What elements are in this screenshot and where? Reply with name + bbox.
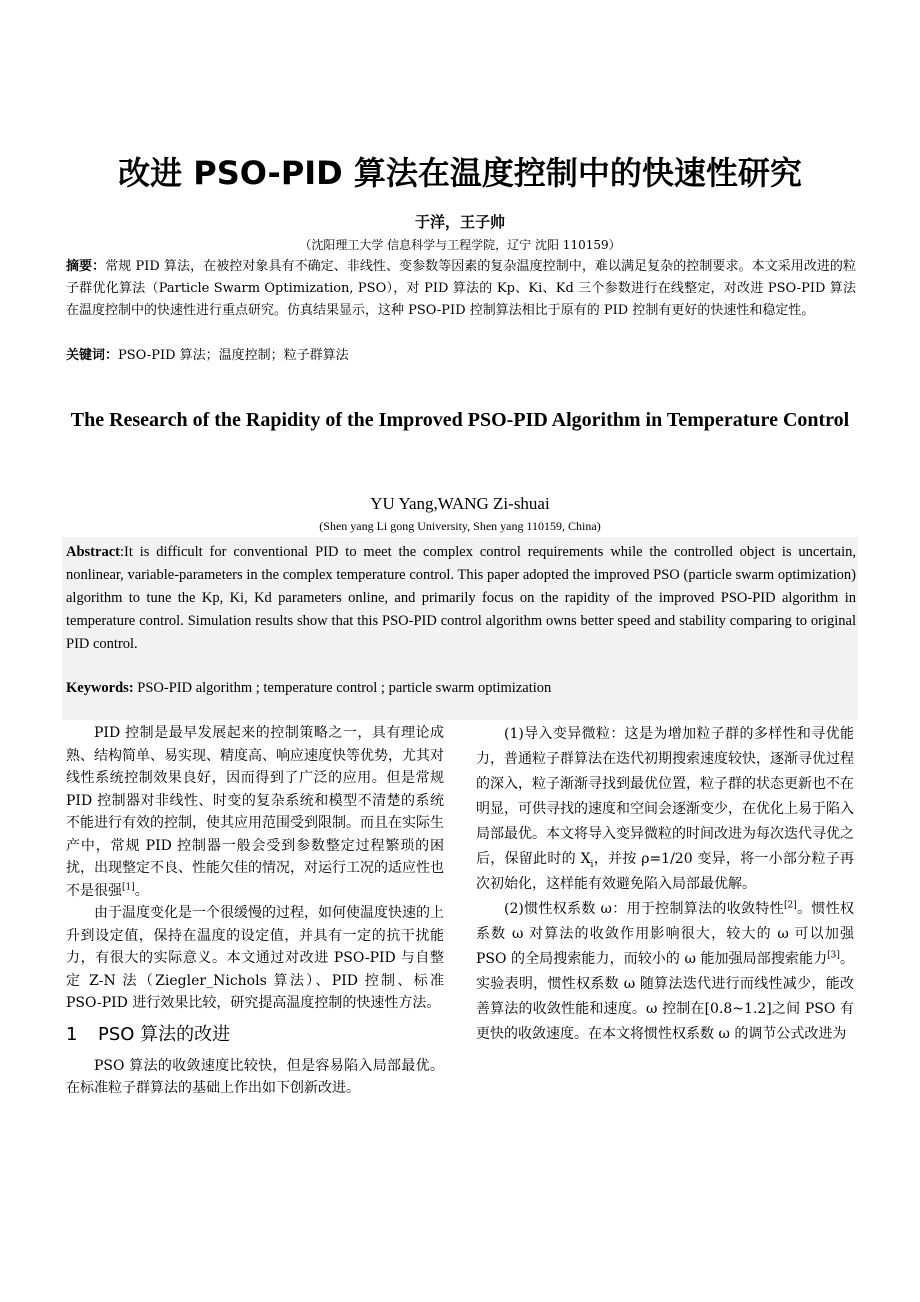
- citation-3: [3]: [827, 950, 840, 961]
- chinese-abstract-label: 摘要：: [66, 259, 106, 274]
- right-column: [476, 722, 854, 1047]
- english-keywords: [66, 677, 856, 700]
- subscript-i: i: [590, 859, 594, 870]
- english-abstract-text: :It is difficult for conventional PID to meet the complex control requirements while the controlled object is uncertain, nonlinear, variable-parameters in the complex temperature control. This paper adopted the improved PSO (particle swarm optimization) algorithm to tune the Kp, Ki, Kd parameters online, and primarily focus on the rapidity of the improved PSO-PID algorithm in temperature control. Simulation results show that this PSO-PID control algorithm owns better speed and stability comparing to original PID control.: [66, 544, 856, 652]
- citation-1: [1]: [122, 881, 135, 892]
- paragraph-intro-end: 。: [134, 882, 149, 899]
- english-authors: YU Yang,WANG Zi-shuai: [370, 494, 550, 513]
- chinese-keywords-label: 关键词：: [66, 348, 119, 363]
- citation-2: [2]: [784, 900, 797, 911]
- paragraph-mutation-end: ，并按 ρ=1/20 变异，将一小部分粒子再次初始化，这样能有效避免陷入局部最优解。: [476, 851, 854, 892]
- paragraph-inertia-middle: 。惯性权系数 ω 对算法的收敛作用影响很大，较大的 ω 可以加强 PSO 的全局搜索能力，而较小的 ω 能加强局部搜索能力: [476, 901, 855, 967]
- left-column: [66, 722, 444, 1100]
- chinese-keywords-text: PSO-PID 算法；温度控制；粒子群算法: [118, 348, 349, 363]
- paragraph-inertia: [476, 897, 854, 1047]
- paragraph-inertia-text: (2)惯性权系数 ω：用于控制算法的收敛特性: [504, 901, 784, 917]
- paragraph-temperature: 由于温度变化是一个很缓慢的过程，如何使温度快速的上升到设定值，保持在温度的设定值，并具有一定的抗干扰能力，有很大的实际意义。本文通过对改进 PSO-PID 与自整定 Z-N 法（Ziegler_Nichols 算法）、PID 控制、标准 PSO-PID 进行效果比较，研究提高温度控制的快速性方法。: [66, 905, 444, 1011]
- paragraph-intro: [66, 722, 444, 902]
- english-abstract: [66, 541, 856, 656]
- english-title: The Research of the Rapidity of the Improved PSO-PID Algorithm in Temperature Control: [70, 409, 850, 431]
- english-affiliation: (Shen yang Li gong University, Shen yang 110159, China): [319, 519, 601, 533]
- english-abstract-label: Abstract: [66, 544, 120, 560]
- chinese-keywords: [66, 345, 856, 367]
- paragraph-mutation: [476, 722, 854, 897]
- paragraph-mutation-text: (1)导入变异微粒：这是为增加粒子群的多样性和寻优能力，普通粒子群算法在迭代初期搜索速度较快，逐渐寻优过程的深入，粒子渐渐寻找到最优位置，粒子群的状态更新也不在明显，可供寻找的速度和空间会逐渐变少，在优化上易于陷入局部最优。本文将导入变异微粒的时间改进为每次迭代寻优之后，保留此时的 X: [476, 726, 854, 867]
- paragraph-intro-text: PID 控制是最早发展起来的控制策略之一，具有理论成熟、结构简单、易实现、精度高、响应速度快等优势，尤其对线性系统控制效果良好，因而得到了广泛的应用。但是常规 PID 控制器对非线性、时变的复杂系统和模型不清楚的系统不能进行有效的控制，使其应用范围受到限制。而且在实际生产中，常规 PID 控制器一般会受到参数整定过程繁琐的困扰，出现整定不良、性能欠佳的情况，对运行工况的适应性也不是很强: [66, 725, 444, 899]
- section-title: PSO 算法的改进: [98, 1023, 231, 1045]
- paragraph-inertia-end: 。实验表明，惯性权系数 ω 随算法迭代进行而线性减少，能改善算法的收敛性能和速度。ω 控制在[0.8~1.2]之间 PSO 有更快的收敛速度。在本文将惯性权系数 ω 的调节公式改进为: [476, 951, 855, 1042]
- chinese-abstract: [66, 256, 856, 322]
- chinese-authors: 于洋，王子帅: [414, 213, 505, 231]
- chinese-title: 改进 PSO-PID 算法在温度控制中的快速性研究: [118, 154, 802, 192]
- paragraph-pso: PSO 算法的收敛速度比较快，但是容易陷入局部最优。在标准粒子群算法的基础上作出如下创新改进。: [66, 1057, 444, 1096]
- chinese-affiliation: （沈阳理工大学 信息科学与工程学院，辽宁 沈阳 110159）: [299, 238, 621, 252]
- section-heading: [66, 1023, 444, 1047]
- english-keywords-label: Keywords:: [66, 680, 134, 696]
- section-number: 1: [66, 1023, 78, 1045]
- chinese-abstract-text: 常规 PID 算法，在被控对象具有不确定、非线性、变参数等因素的复杂温度控制中，难以满足复杂的控制要求。本文采用改进的粒子群优化算法（Particle Swarm Optimization, PSO），对 PID 算法的 Kp、Ki、Kd 三个参数进行在线整定，对改进 PSO-PID 算法在温度控制中的快速性进行重点研究。仿真结果显示，这种 PSO-PID 控制算法相比于原有的 PID 控制有更好的快速性和稳定性。: [66, 259, 856, 318]
- english-keywords-text: PSO-PID algorithm ; temperature control ; particle swarm optimization: [133, 680, 552, 696]
